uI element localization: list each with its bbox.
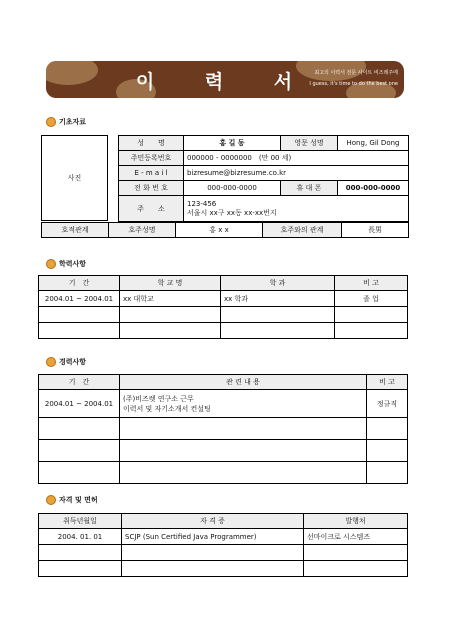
bullet-icon xyxy=(46,259,56,269)
career-header: 기 간 xyxy=(39,375,120,390)
license-header: 자 격 증 xyxy=(122,514,304,529)
table-row xyxy=(39,440,408,462)
photo-label: 사진 xyxy=(67,174,82,182)
table-row xyxy=(39,462,408,484)
edu-header: 학 교 명 xyxy=(120,276,221,291)
cell: xx 대학교 xyxy=(120,291,221,307)
addr-value xyxy=(184,196,409,222)
phone-label: 전 화 번 호 xyxy=(119,181,184,196)
career-line: 이력서 및 자기소개서 컨설팅 xyxy=(123,404,211,413)
cell: 2004.01 ~ 2004.01 xyxy=(39,390,120,418)
section-label: 경력사항 xyxy=(59,358,87,366)
section-label: 자격 및 면허 xyxy=(59,496,98,504)
rrn-label: 주민등록번호 xyxy=(119,151,184,166)
license-table xyxy=(38,513,408,577)
edu-header: 기 간 xyxy=(39,276,120,291)
email-value: bizresume@bizresume.co.kr xyxy=(184,166,409,181)
table-row xyxy=(39,390,408,418)
addr-line: 서울시 xx구 xx동 xx-xx번지 xyxy=(187,208,277,217)
career-header: 관 련 내 용 xyxy=(120,375,367,390)
mobile-value: 000-000-0000 xyxy=(338,181,409,196)
title-banner xyxy=(46,61,404,98)
cell: 선마이크로 시스템즈 xyxy=(304,529,408,545)
table-row xyxy=(39,545,408,561)
addr-label: 주 소 xyxy=(119,196,184,222)
section-education xyxy=(46,259,86,269)
mobile-label: 휴 대 폰 xyxy=(281,181,338,196)
page-title: 이 력 서 xyxy=(135,71,315,93)
edu-header: 비 고 xyxy=(335,276,408,291)
section-label: 학력사항 xyxy=(59,260,87,268)
section-label: 기초자료 xyxy=(59,118,87,126)
bullet-icon xyxy=(46,495,56,505)
section-license xyxy=(46,495,98,505)
addr-zip: 123-456 xyxy=(187,199,217,208)
eng-label: 영문 성명 xyxy=(281,136,338,151)
tagline-sub: I guess, it's time to do the best one xyxy=(309,81,398,87)
rel-label: 호주와의 관계 xyxy=(263,223,342,238)
table-row xyxy=(39,561,408,577)
name-value: 홍 길 동 xyxy=(184,136,281,151)
email-label: E - m a i l xyxy=(119,166,184,181)
section-career xyxy=(46,357,86,367)
bullet-icon xyxy=(46,117,56,127)
table-row xyxy=(39,291,408,307)
eng-value: Hong, Gil Dong xyxy=(338,136,409,151)
cell: 정규직 xyxy=(367,390,408,418)
career-line: (주)비즈렛 연구소 근무 xyxy=(123,394,194,403)
rel-value: 長男 xyxy=(342,223,409,238)
license-header: 발행처 xyxy=(304,514,408,529)
table-row xyxy=(39,323,408,339)
cell: 졸 업 xyxy=(335,291,408,307)
photo-box xyxy=(41,135,108,221)
name-label: 성 명 xyxy=(119,136,184,151)
education-table xyxy=(38,275,408,339)
table-row xyxy=(39,307,408,323)
cell: xx 학과 xyxy=(221,291,335,307)
cell: 2004.01 ~ 2004.01 xyxy=(39,291,120,307)
table-row xyxy=(39,418,408,440)
basic-info-table xyxy=(118,135,409,222)
cell xyxy=(120,390,367,418)
tagline: 최고의 이력서 전문 사이트 비즈레주메 xyxy=(314,70,398,76)
career-table xyxy=(38,374,408,484)
phone-value: 000-000-0000 xyxy=(184,181,281,196)
edu-header: 학 과 xyxy=(221,276,335,291)
rrn-value: 000000 - 0000000 (만 00 세) xyxy=(184,151,409,166)
section-basic xyxy=(46,117,86,127)
family-label: 호적관계 xyxy=(42,223,109,238)
career-header: 비 고 xyxy=(367,375,408,390)
head-label: 호주성명 xyxy=(109,223,176,238)
head-value: 홍 x x xyxy=(176,223,263,238)
bullet-icon xyxy=(46,357,56,367)
table-row xyxy=(39,529,408,545)
license-header: 취득년월일 xyxy=(39,514,122,529)
family-table xyxy=(41,222,409,238)
cell: 2004. 01. 01 xyxy=(39,529,122,545)
cell: SCJP (Sun Certified Java Programmer) xyxy=(122,529,304,545)
